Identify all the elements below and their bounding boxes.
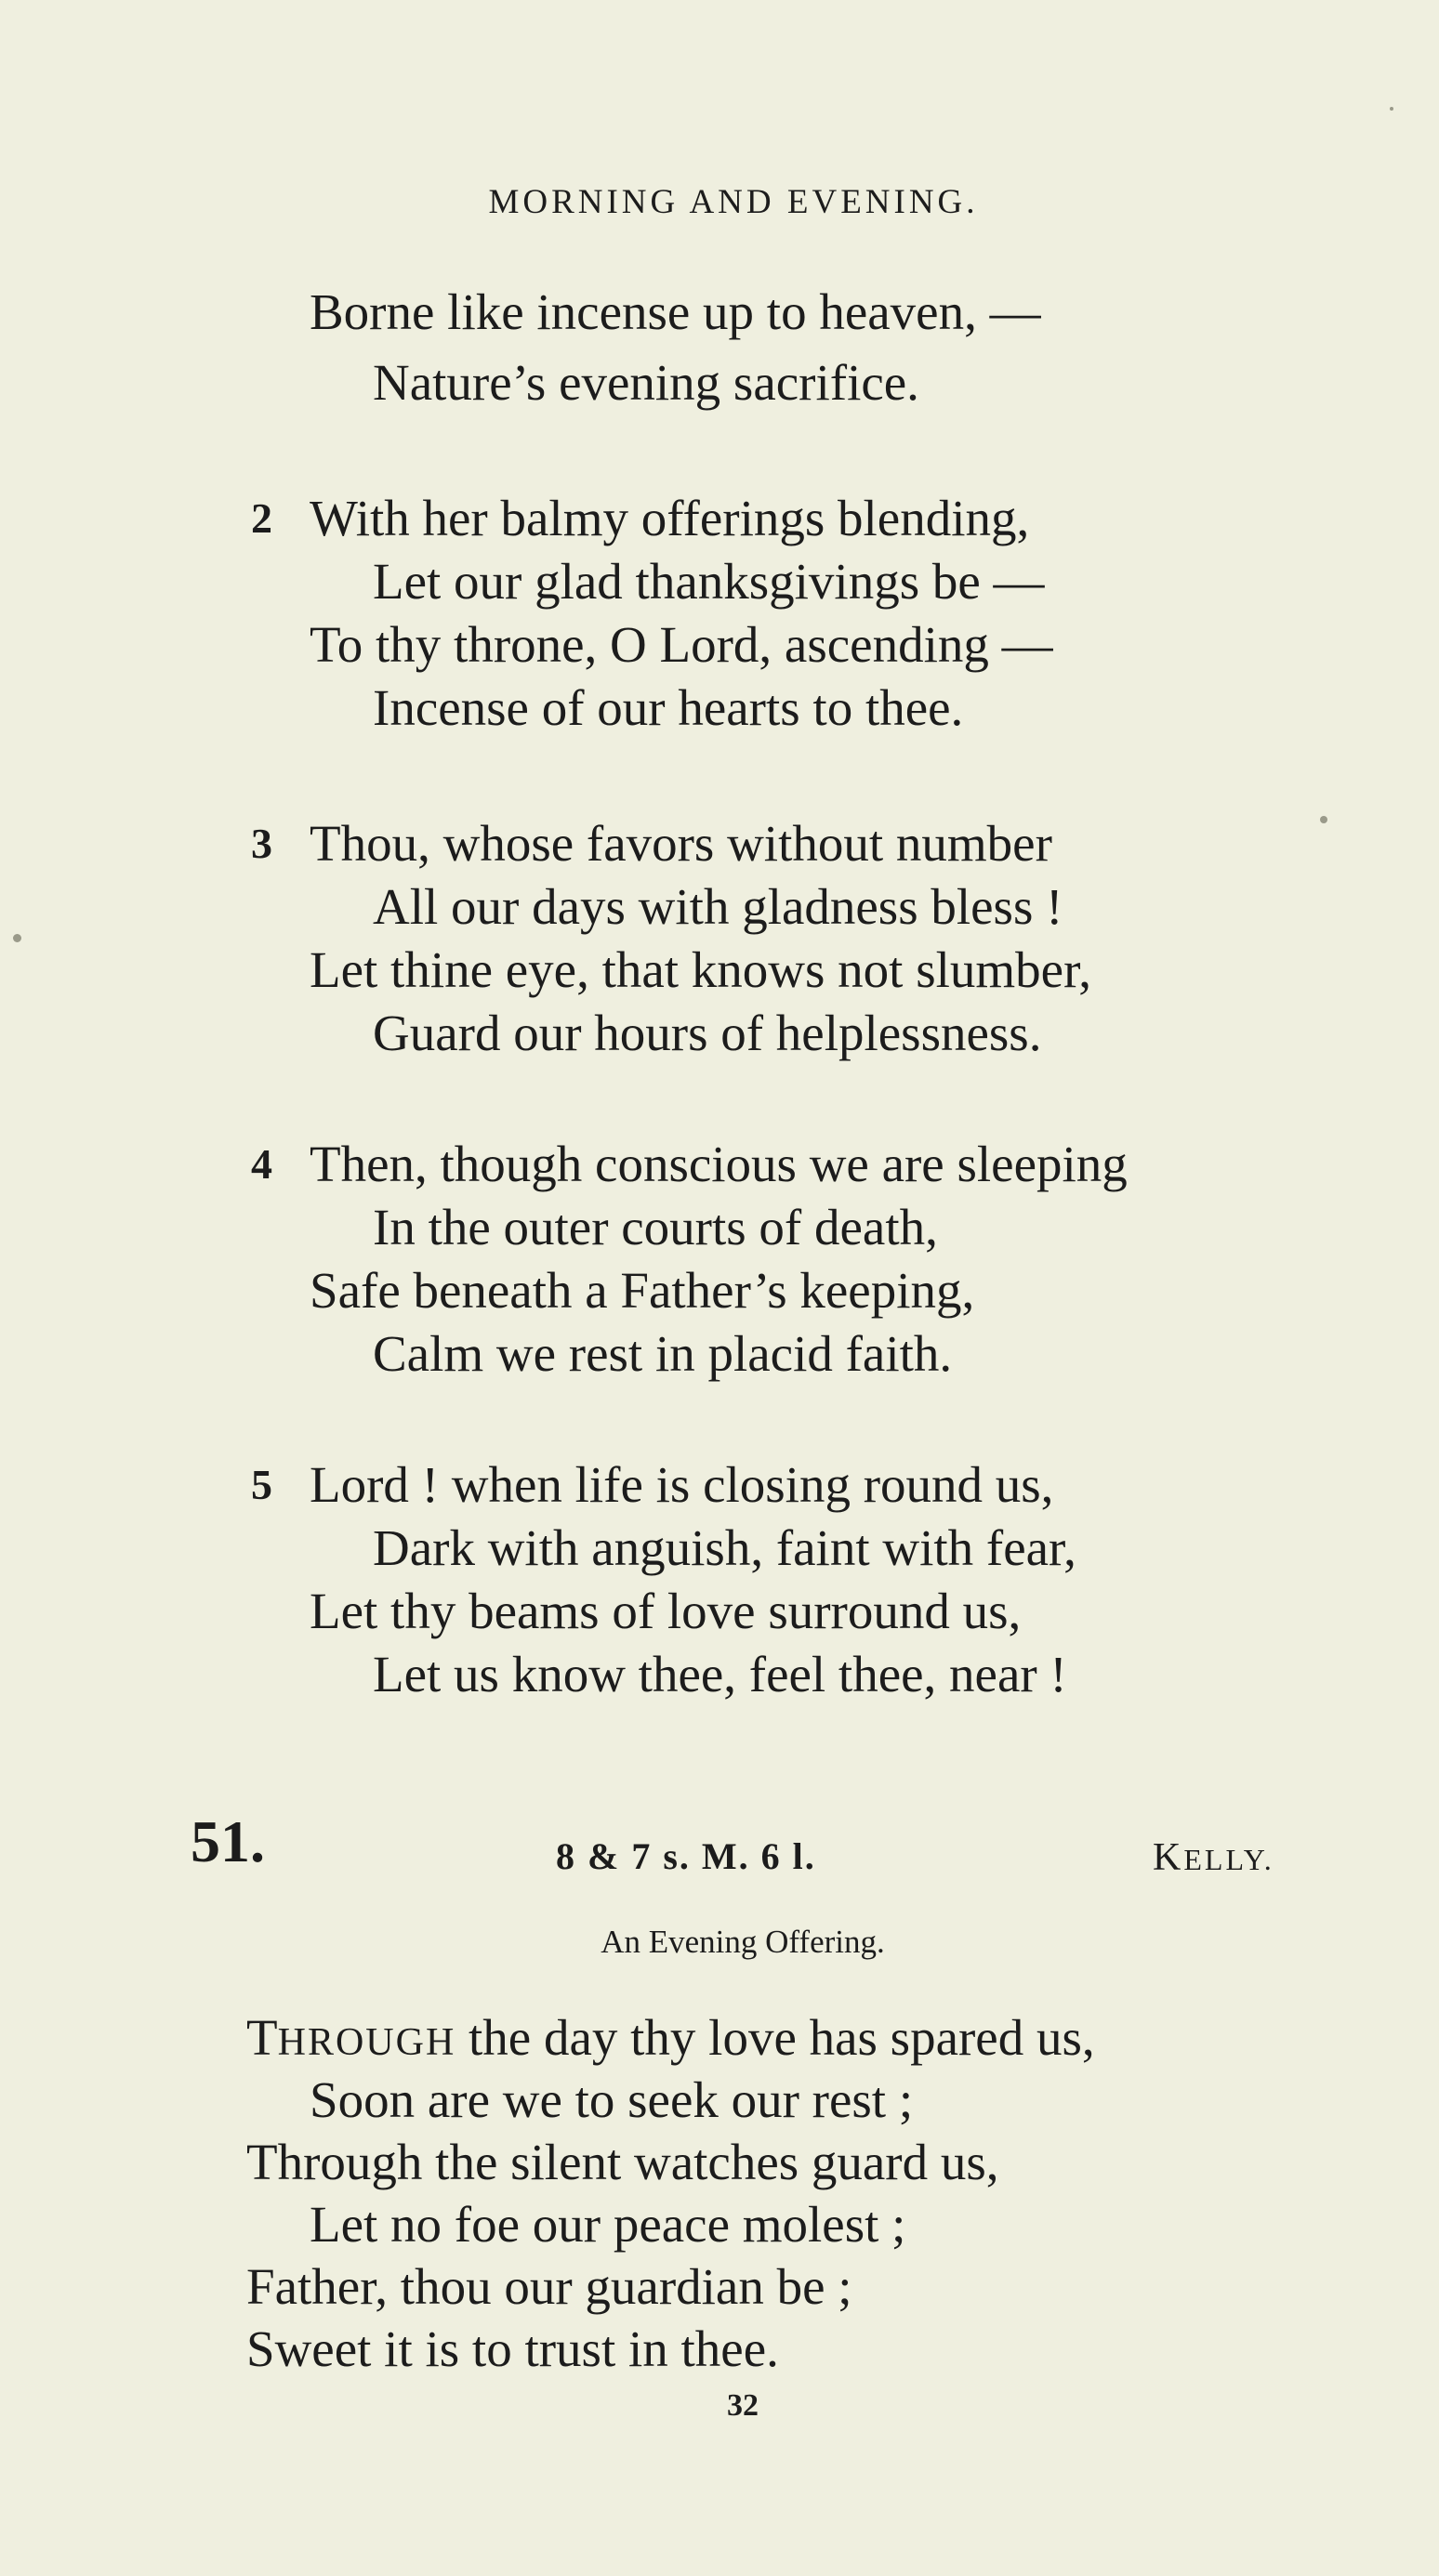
stanza-number: 4 <box>251 1140 272 1188</box>
paper-speck <box>1390 107 1393 111</box>
author-initial: K <box>1153 1836 1184 1879</box>
hymn-meter: 8 & 7 s. M. 6 l. <box>556 1835 816 1877</box>
page-number: 32 <box>727 2388 759 2423</box>
hymn-number: 51. <box>191 1808 265 1874</box>
stanza-number: 5 <box>251 1461 272 1508</box>
first-line-rest: the day thy love has spared us, <box>455 2009 1095 2066</box>
verse-line: Let thy beams of love surround us, <box>310 1583 1022 1639</box>
verse-line: Guard our hours of helplessness. <box>373 1005 1042 1061</box>
author-rest: ELLY. <box>1183 1843 1274 1876</box>
verse-line: All our days with gladness bless ! <box>373 878 1063 935</box>
verse-line: Calm we rest in placid faith. <box>373 1325 953 1382</box>
verse-line: Through the silent watches guard us, <box>246 2134 999 2190</box>
verse-line: Let no foe our peace molest ; <box>310 2196 906 2253</box>
paper-speck <box>1320 816 1327 823</box>
verse-line: To thy throne, O Lord, ascending — <box>310 616 1053 673</box>
paper-speck <box>13 934 21 942</box>
verse-line: In the outer courts of death, <box>373 1199 938 1255</box>
stanza-number: 2 <box>251 494 272 542</box>
verse-line: Let us know thee, feel thee, near ! <box>373 1646 1067 1702</box>
verse-line: Thou, whose favors without number <box>310 815 1052 872</box>
verse-line: Then, though conscious we are sleeping <box>310 1136 1128 1192</box>
stanza-number: 3 <box>251 820 272 867</box>
verse-line: Sweet it is to trust in thee. <box>246 2320 779 2377</box>
verse-line <box>246 2009 1095 2066</box>
verse-line: Soon are we to seek our rest ; <box>310 2071 914 2128</box>
verse-line: Nature’s evening sacrifice. <box>373 354 919 411</box>
verse-line: Lord ! when life is closing round us, <box>310 1456 1054 1513</box>
verse-line: Dark with anguish, faint with fear, <box>373 1519 1076 1576</box>
verse-line: Borne like incense up to heaven, — <box>310 283 1041 340</box>
first-word-initial: T <box>246 2009 278 2066</box>
verse-line: Incense of our hearts to thee. <box>373 679 964 736</box>
verse-line: Let thine eye, that knows not slumber, <box>310 941 1091 998</box>
verse-line: Let our glad thanksgivings be — <box>373 553 1045 610</box>
hymn-author <box>1153 1838 1274 1877</box>
running-head: MORNING AND EVENING. <box>488 183 979 221</box>
verse-line: Father, thou our guardian be ; <box>246 2258 852 2315</box>
verse-line: Safe beneath a Father’s keeping, <box>310 1262 975 1319</box>
verse-line: With her balmy offerings blending, <box>310 490 1030 546</box>
first-word-rest: HROUGH <box>277 2021 456 2064</box>
hymn-title: An Evening Offering. <box>601 1924 885 1960</box>
